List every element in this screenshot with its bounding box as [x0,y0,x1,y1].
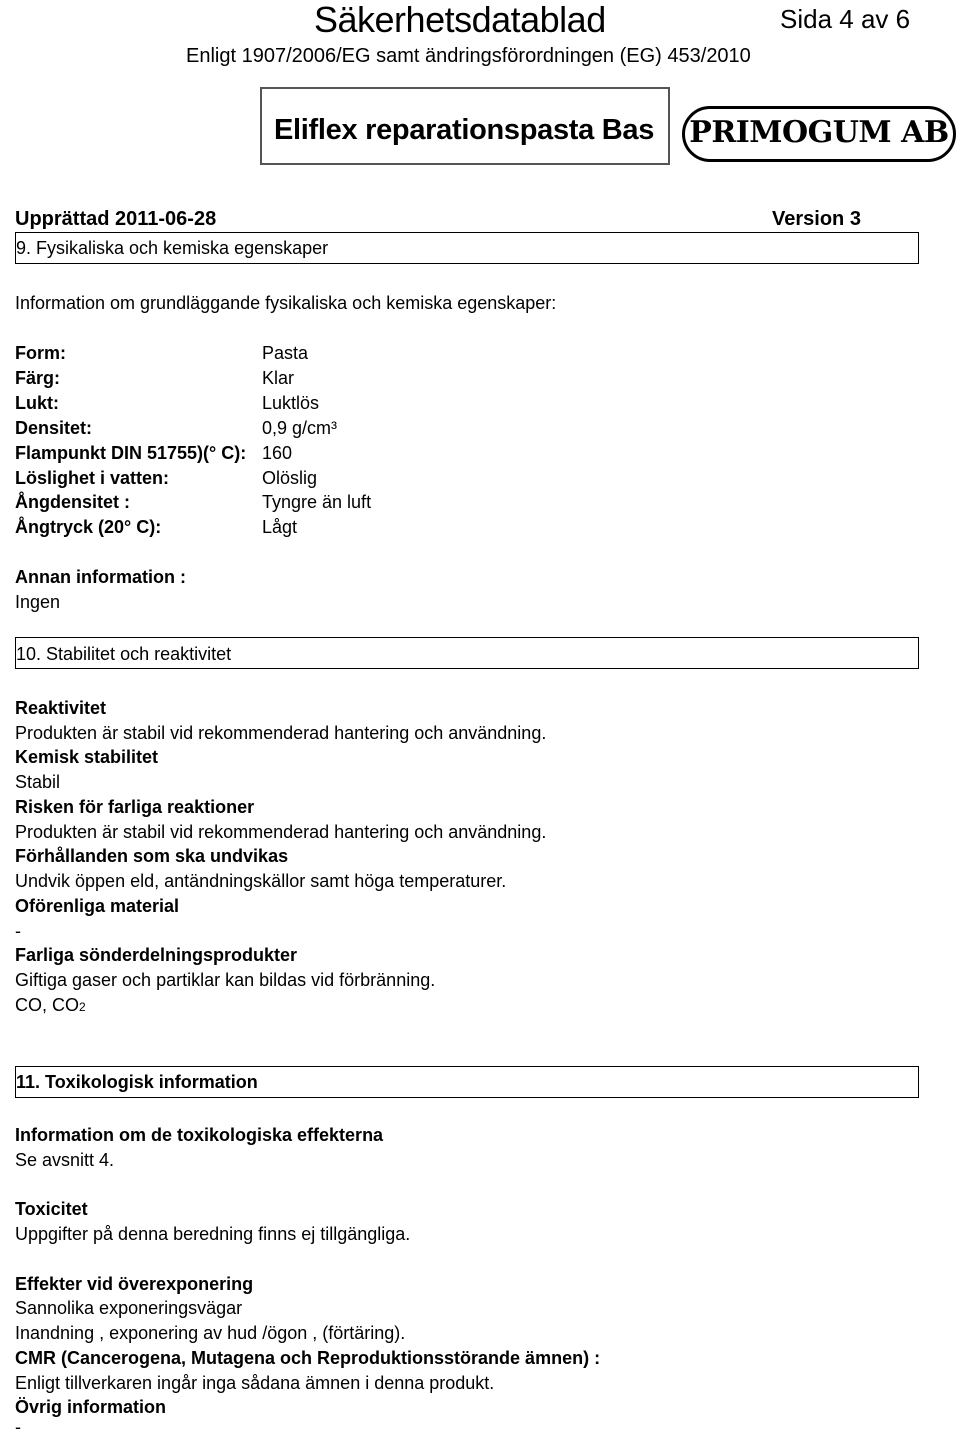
formula-base: CO, CO [15,995,80,1015]
property-value-odor: Luktlös [262,393,320,413]
toxicity-heading: Toxicitet [15,1199,88,1219]
section-9-intro: Information om grundläggande fysikaliska och kemiska egenskaper: [15,293,557,313]
property-label-density: Densitet: [15,418,93,438]
decomposition-products-text: Giftiga gaser och partiklar kan bildas vid förbränning. [15,970,436,990]
property-label-flash-point: Flampunkt DIN 51755)(° C): [15,443,247,463]
hazardous-reactions-text: Produkten är stabil vid rekommenderad hantering och användning. [15,822,547,842]
property-value-solubility: Olöslig [262,468,318,488]
property-value-vapor-pressure: Lågt [262,517,298,537]
product-name: Eliflex reparationspasta Bas [274,114,655,146]
property-label-odor: Lukt: [15,393,59,413]
incompatible-materials-text: - [15,921,21,941]
decomposition-products-heading: Farliga sönderdelningsprodukter [15,945,298,965]
property-label-form: Form: [15,343,66,363]
toxicity-text: Uppgifter på denna beredning finns ej tillgängliga. [15,1224,411,1244]
primogum-logo: PRIMOGUM AB [682,106,956,162]
property-label-color: Färg: [15,368,60,388]
document-version: Version 3 [772,208,861,230]
cmr-heading: CMR (Cancerogena, Mutagena och Reproduktionsstörande ämnen) : [15,1348,601,1368]
section-11-title: 11. Toxikologisk information [16,1072,258,1092]
issue-date: Upprättad 2011-06-28 [15,208,217,230]
section-10-title: 10. Stabilitet och reaktivitet [16,644,232,664]
decomposition-products-formula [15,994,86,1018]
cmr-text: Enligt tillverkaren ingår inga sådana ämnen i denna produkt. [15,1373,495,1393]
chemical-stability-heading: Kemisk stabilitet [15,747,159,767]
section-9-title: 9. Fysikaliska och kemiska egenskaper [16,238,329,258]
exposure-routes-text: Inandning , exponering av hud /ögon , (förtäring). [15,1323,406,1343]
other-information-label: Annan information : [15,567,186,587]
conditions-to-avoid-text: Undvik öppen eld, antändningskällor samt höga temperaturer. [15,871,507,891]
property-value-color: Klar [262,368,295,388]
formula-subscript: 2 [79,1000,86,1014]
toxicological-effects-text: Se avsnitt 4. [15,1150,115,1170]
other-info-heading: Övrig information [15,1397,167,1417]
toxicological-effects-heading: Information om de toxikologiska effekterna [15,1125,384,1145]
property-label-vapor-density: Ångdensitet : [15,492,130,512]
property-label-solubility: Löslighet i vatten: [15,468,170,488]
overexposure-heading: Effekter vid överexponering [15,1274,254,1294]
property-value-flash-point: 160 [262,443,293,463]
property-value-density: 0,9 g/cm³ [262,418,338,438]
other-information-value: Ingen [15,592,61,612]
other-info-text: - [15,1417,21,1437]
reactivity-heading: Reaktivitet [15,698,107,718]
document-title: Säkerhetsdatablad [314,0,606,40]
regulation-reference: Enligt 1907/2006/EG samt ändringsförordningen (EG) 453/2010 [186,45,751,67]
conditions-to-avoid-heading: Förhållanden som ska undvikas [15,846,289,866]
property-value-form: Pasta [262,343,309,363]
incompatible-materials-heading: Oförenliga material [15,896,180,916]
exposure-routes-label: Sannolika exponeringsvägar [15,1298,243,1318]
hazardous-reactions-heading: Risken för farliga reaktioner [15,797,255,817]
property-label-vapor-pressure: Ångtryck (20° C): [15,517,162,537]
property-value-vapor-density: Tyngre än luft [262,492,372,512]
reactivity-text: Produkten är stabil vid rekommenderad hantering och användning. [15,723,547,743]
page-number: Sida 4 av 6 [780,4,911,34]
chemical-stability-text: Stabil [15,772,61,792]
